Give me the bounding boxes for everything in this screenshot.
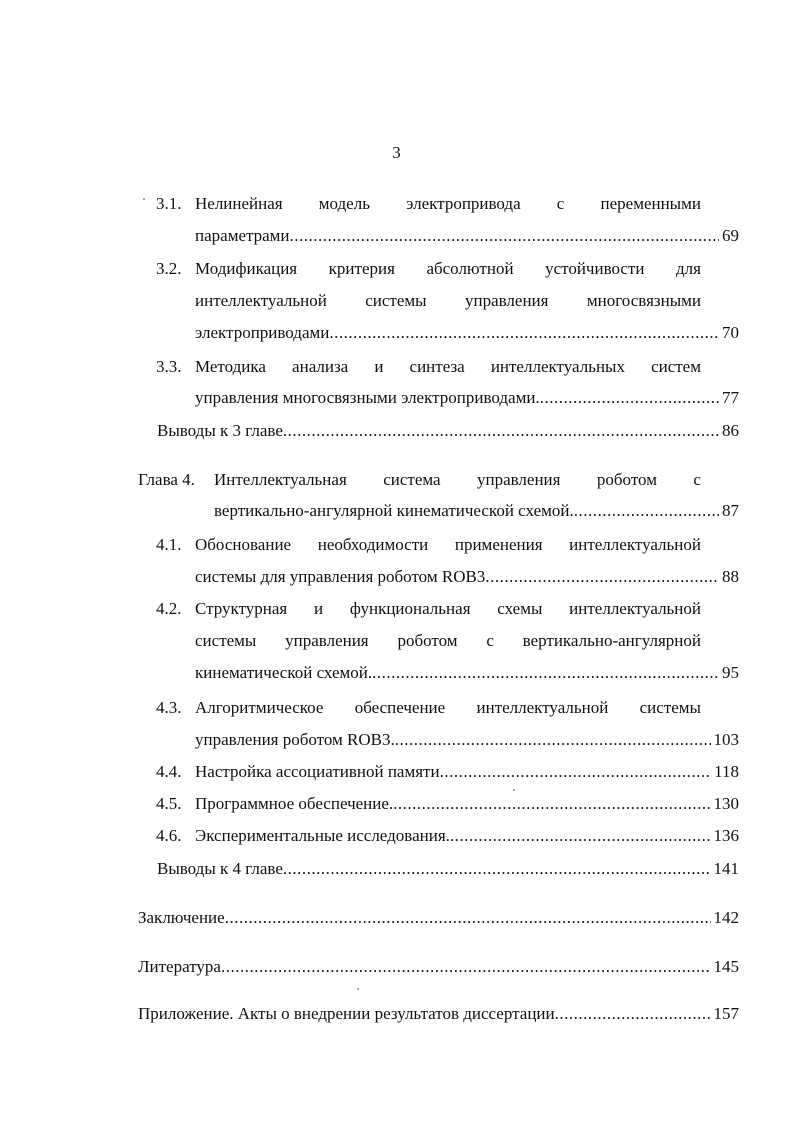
toc-entry-text: управления многосвязными электроприводами. [195, 388, 540, 407]
toc-word: критерия [328, 259, 395, 278]
toc-page-number: 157 [713, 1004, 739, 1023]
toc-leader-dots [329, 321, 719, 345]
toc-word: с [556, 194, 565, 213]
toc-word: многосвязными [586, 291, 701, 310]
toc-word: Модификация [195, 259, 298, 278]
toc-leader-dots [393, 792, 710, 816]
toc-word: Нелинейная [195, 194, 283, 213]
toc-number-3-3: 3.3. [156, 357, 182, 376]
toc-word: для [676, 259, 701, 278]
toc-entry-3-1-line1 [195, 192, 701, 216]
toc-page-number: 88 [722, 567, 739, 586]
scan-speck [513, 789, 515, 791]
toc-word: Структурная [195, 599, 288, 618]
toc-word: необходимости [317, 535, 429, 554]
toc-entry-text: электроприводами [195, 323, 330, 342]
toc-leader-dots [283, 857, 711, 881]
toc-word: с [693, 470, 701, 489]
toc-word: интеллектуальной [569, 599, 701, 618]
toc-chapter-4-label: Глава 4. [138, 470, 195, 489]
toc-word: обеспечение [354, 698, 446, 717]
toc-entry-4-2-line2 [195, 629, 701, 653]
scan-speck [357, 988, 359, 990]
toc-entry-literature [138, 955, 739, 979]
toc-leader-dots [372, 661, 719, 685]
toc-entry-conclusion [138, 906, 739, 930]
toc-entry-4-5 [195, 792, 739, 816]
toc-entry-chapter4-conclusions [157, 857, 739, 881]
toc-entry-4-3-line2 [195, 728, 739, 752]
toc-entry-4-1-line2 [195, 565, 739, 589]
toc-entry-text: Выводы к 4 главе [157, 859, 283, 878]
toc-word: управления [285, 631, 369, 650]
toc-entry-text: Заключение [138, 908, 225, 927]
toc-word: Обоснование [195, 535, 292, 554]
toc-entry-text: кинематической схемой. [195, 663, 373, 682]
toc-leader-dots [574, 499, 719, 523]
scan-speck [143, 198, 145, 200]
toc-leader-dots [440, 760, 712, 784]
toc-entry-chapter4-line1 [214, 468, 701, 492]
toc-word: с [486, 631, 494, 650]
toc-entry-text: Выводы к 3 главе [157, 421, 283, 440]
toc-entry-3-2-line3 [195, 321, 739, 345]
toc-word: переменными [600, 194, 701, 213]
toc-word: системы [365, 291, 427, 310]
toc-word: устойчивости [545, 259, 645, 278]
toc-page-number: 77 [722, 388, 739, 407]
toc-number-4-5: 4.5. [156, 794, 182, 813]
toc-entry-4-2-line1 [195, 597, 701, 621]
toc-page-number: 130 [713, 794, 739, 813]
toc-entry-text: параметрами [195, 226, 290, 245]
toc-word: системы [195, 631, 257, 650]
toc-leader-dots [225, 906, 711, 930]
toc-word: модель [318, 194, 370, 213]
toc-word: схемы [497, 599, 543, 618]
page-number: 3 [392, 143, 401, 162]
toc-word: интеллектуальных [490, 357, 625, 376]
toc-entry-3-1-line2 [195, 224, 739, 248]
toc-word: Методика [195, 357, 266, 376]
toc-number-3-2: 3.2. [156, 259, 182, 278]
toc-entry-4-2-line3 [195, 661, 739, 685]
toc-page-number: 69 [722, 226, 739, 245]
toc-leader-dots [395, 728, 711, 752]
toc-page-number: 136 [713, 826, 739, 845]
toc-entry-text: Приложение. Акты о внедрении результатов диссертации [138, 1004, 555, 1023]
toc-leader-dots [555, 1002, 711, 1026]
toc-word: интеллектуальной [195, 291, 327, 310]
toc-number-4-3: 4.3. [156, 698, 182, 717]
toc-word: роботом [596, 470, 657, 489]
toc-page-number: 103 [713, 730, 739, 749]
toc-entry-chapter4-line2 [214, 499, 739, 523]
toc-entry-text: Литература [138, 957, 221, 976]
toc-leader-dots [450, 824, 711, 848]
toc-entry-text: Экспериментальные исследования. [195, 826, 450, 845]
toc-leader-dots [290, 224, 719, 248]
toc-word: и [374, 357, 384, 376]
toc-number-4-2: 4.2. [156, 599, 182, 618]
toc-page-number: 86 [722, 421, 739, 440]
toc-entry-3-2-line2 [195, 289, 701, 313]
toc-word: анализа [292, 357, 349, 376]
toc-word: интеллектуальной [476, 698, 609, 717]
toc-page-number: 142 [713, 908, 739, 927]
toc-word: вертикально-ангулярной [522, 631, 701, 650]
toc-word: управления [464, 291, 549, 310]
toc-entry-appendix [138, 1002, 739, 1026]
toc-word: система [383, 470, 441, 489]
toc-leader-dots [221, 955, 711, 979]
toc-entry-text: управления роботом ROB3. [195, 730, 395, 749]
toc-entry-chapter3-conclusions [157, 419, 739, 443]
toc-word: систем [651, 357, 701, 376]
toc-leader-dots [283, 419, 719, 443]
toc-entry-3-2-line1 [195, 257, 701, 281]
toc-number-4-1: 4.1. [156, 535, 182, 554]
toc-entry-text: вертикально-ангулярной кинематической схемой. [214, 501, 574, 520]
toc-number-3-1: 3.1. [156, 194, 182, 213]
toc-word: синтеза [409, 357, 465, 376]
toc-entry-text: системы для управления роботом ROB3 [195, 567, 486, 586]
toc-word: управления [476, 470, 561, 489]
toc-entry-3-3-line1 [195, 355, 701, 379]
toc-word: абсолютной [426, 259, 514, 278]
toc-number-4-6: 4.6. [156, 826, 182, 845]
toc-entry-text: Программное обеспечение. [195, 794, 394, 813]
toc-page-number: 118 [714, 762, 739, 781]
toc-word: роботом [397, 631, 458, 650]
toc-word: Интеллектуальная [214, 470, 347, 489]
toc-word: применения [454, 535, 543, 554]
toc-page-number: 95 [722, 663, 739, 682]
toc-page-number: 145 [713, 957, 739, 976]
toc-page-number: 70 [722, 323, 739, 342]
toc-entry-4-6 [195, 824, 739, 848]
toc-entry-4-4 [195, 760, 739, 784]
toc-number-4-4: 4.4. [156, 762, 182, 781]
toc-leader-dots [485, 565, 719, 589]
toc-leader-dots [540, 386, 719, 410]
toc-word: Алгоритмическое [195, 698, 324, 717]
toc-word: системы [639, 698, 701, 717]
toc-entry-4-3-line1 [195, 696, 701, 720]
toc-entry-3-3-line2 [195, 386, 739, 410]
toc-word: электропривода [406, 194, 521, 213]
toc-word: интеллектуальной [569, 535, 701, 554]
toc-word: и [314, 599, 324, 618]
toc-entry-4-1-line1 [195, 533, 701, 557]
toc-word: функциональная [349, 599, 471, 618]
toc-page-number: 87 [722, 501, 739, 520]
toc-page-number: 141 [713, 859, 739, 878]
toc-entry-text: Настройка ассоциативной памяти [195, 762, 440, 781]
